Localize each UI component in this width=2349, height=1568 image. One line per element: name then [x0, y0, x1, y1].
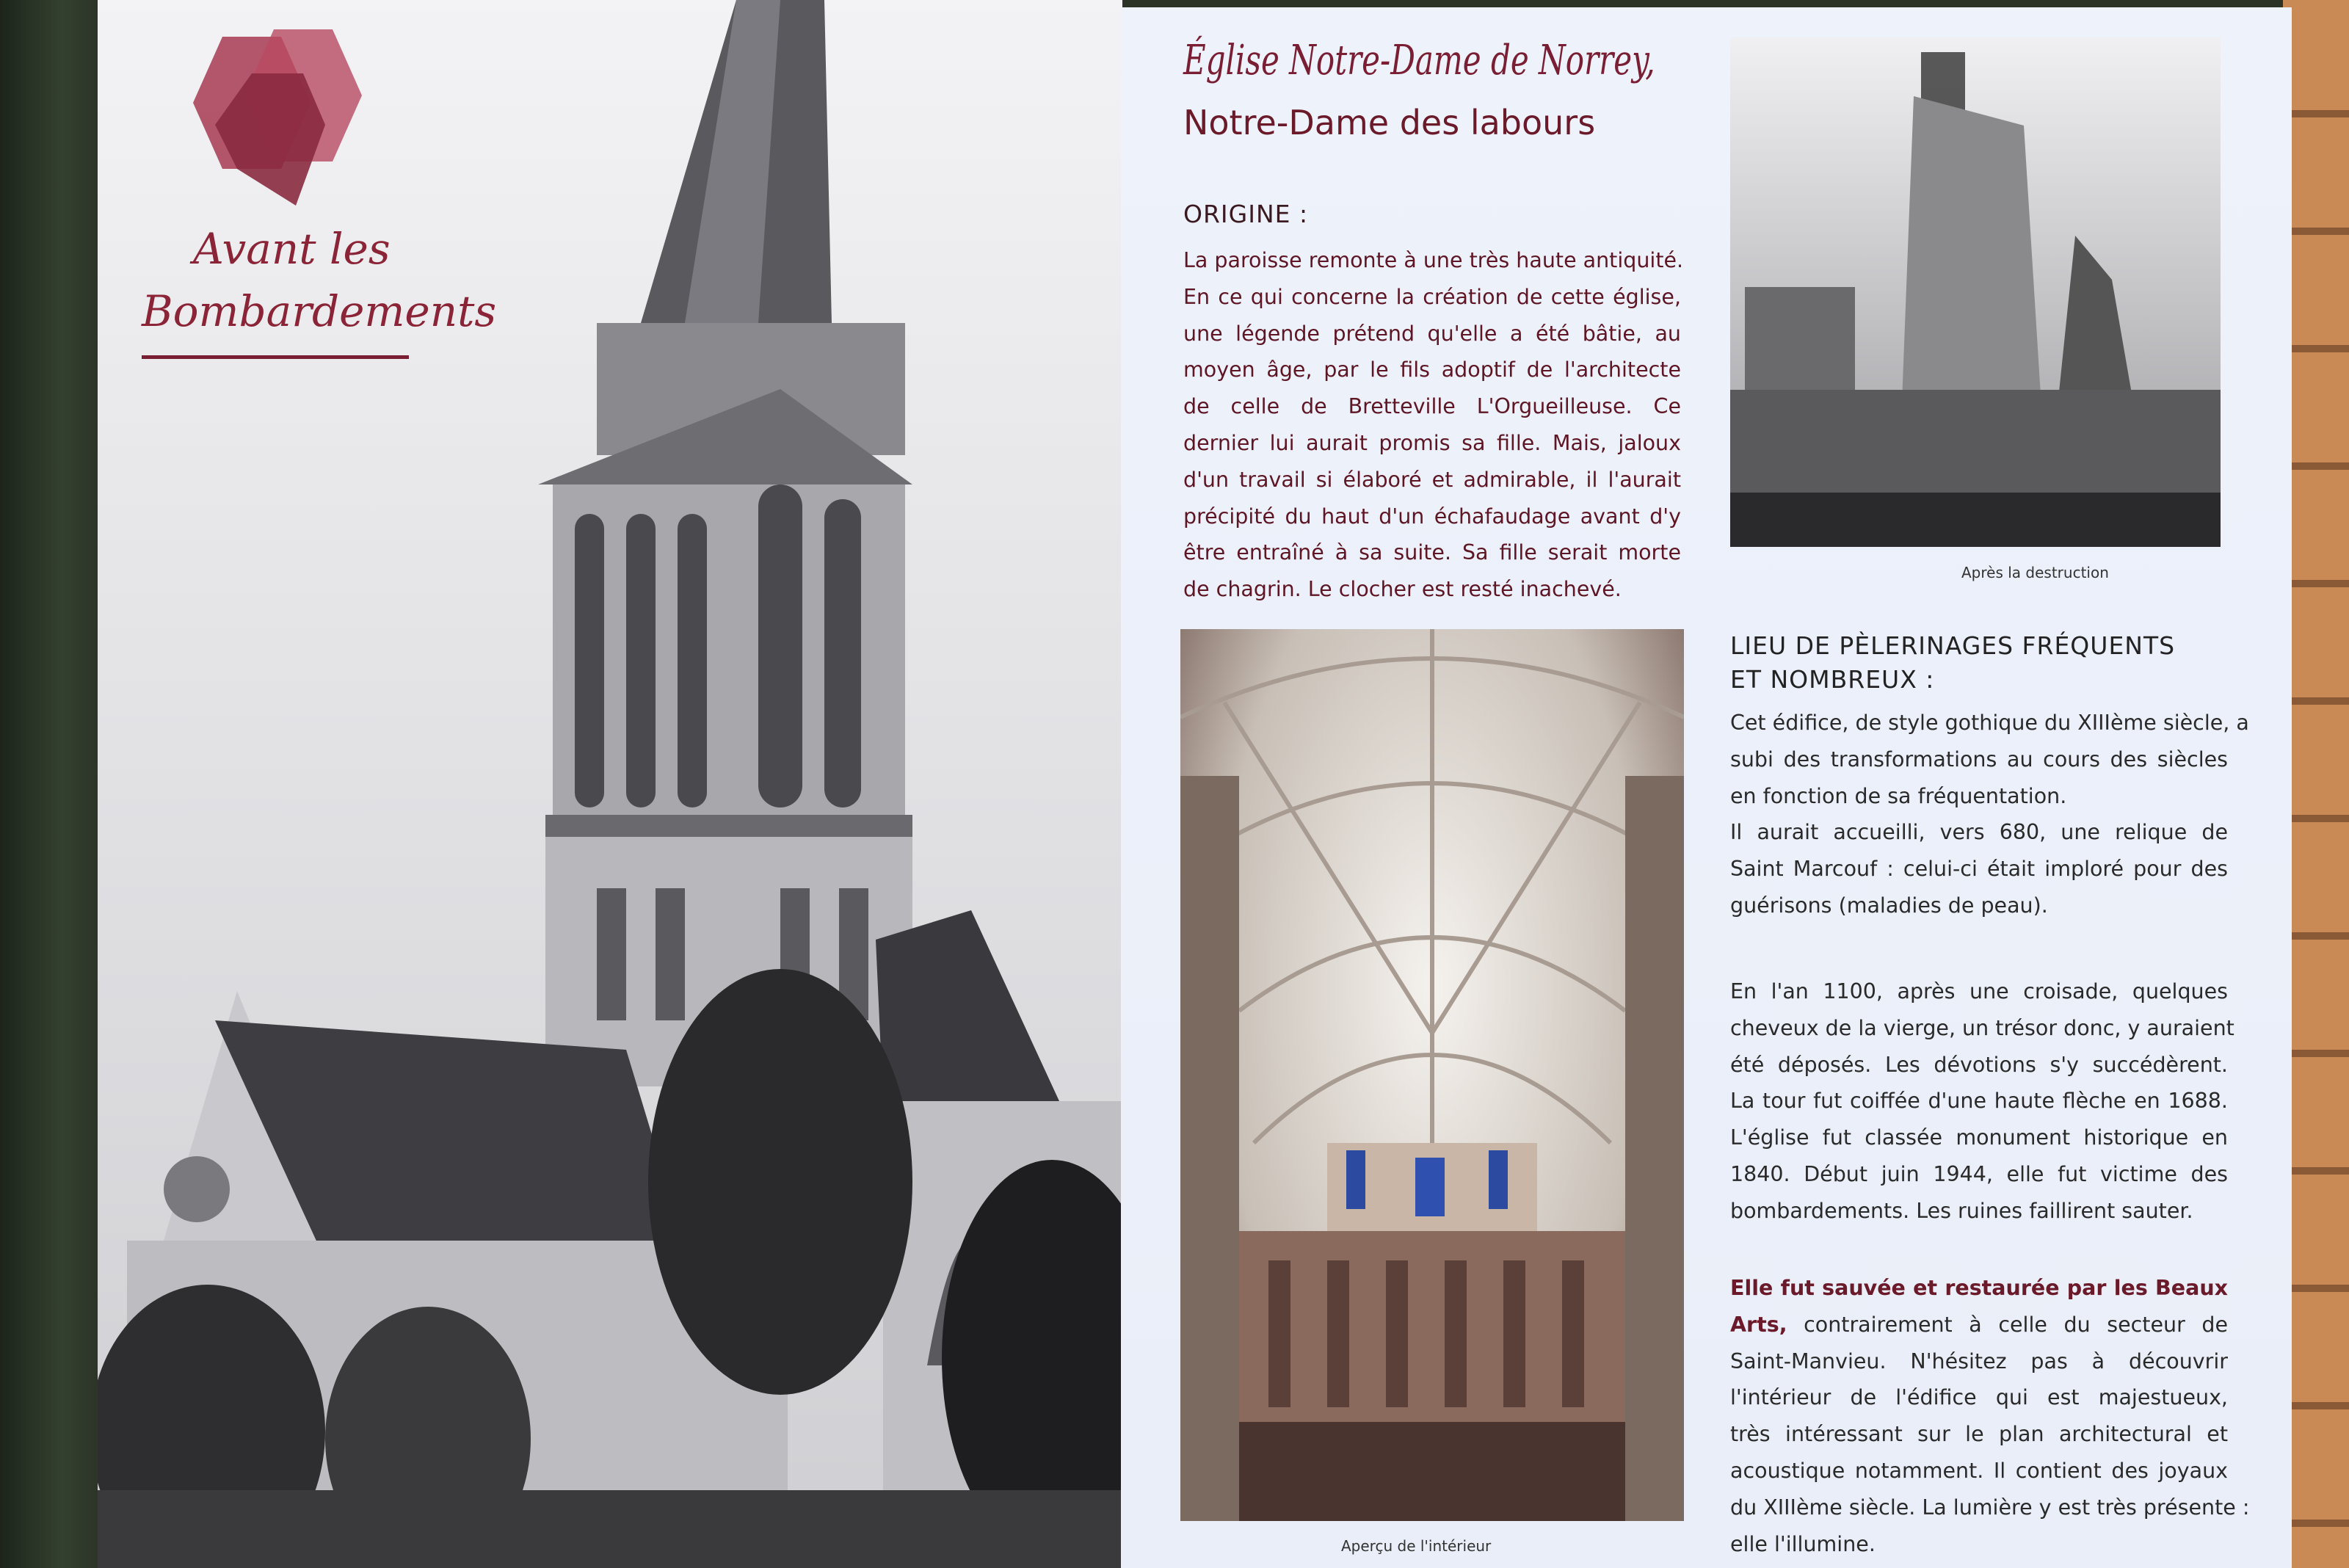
- text-line: de celle de Bretteville L'Orgueilleuse. Ce: [1183, 394, 1681, 419]
- text-line: Saint Marcouf : celui-ci était imploré pour des: [1730, 857, 2228, 882]
- text-line: moyen âge, par le fils adoptif de l'architecte: [1183, 357, 1681, 382]
- page-subtitle: Notre-Dame des labours: [1183, 103, 1596, 142]
- text-line: guérisons (maladies de peau).: [1730, 893, 2048, 918]
- photo-interior: [1180, 629, 1684, 1521]
- text-line: une légende prétend qu'elle a été bâtie, au: [1183, 321, 1681, 346]
- text-line: être entraîné à sa suite. Sa fille serait morte: [1183, 540, 1681, 565]
- text-line: en fonction de sa fréquentation.: [1730, 783, 2067, 808]
- text-span: contrairement à celle du secteur de: [1787, 1312, 2228, 1337]
- text-line: l'intérieur de l'édifice qui est majestueux,: [1730, 1385, 2228, 1410]
- text-line: acoustique notamment. Il contient des joyaux: [1730, 1458, 2228, 1483]
- text-line: La paroisse remonte à une très haute antiquité.: [1183, 248, 1684, 272]
- logo-text-line2: Bombardements: [142, 286, 497, 336]
- pilgrimage-heading-line2: ET NOMBREUX :: [1730, 665, 1935, 694]
- text-line: elle l'illumine.: [1730, 1531, 1876, 1556]
- logo-underline: [142, 355, 409, 359]
- brick-pavement: [2283, 0, 2349, 1568]
- text-line: Il aurait accueilli, vers 680, une relique de: [1730, 820, 2228, 845]
- page-title: Église Notre-Dame de Norrey,: [1183, 37, 1655, 84]
- pilgrimage-paragraph-1: [1730, 705, 2249, 924]
- text-line: de chagrin. Le clocher est resté inachevé.: [1183, 577, 1622, 602]
- pilgrimage-heading-line1: LIEU DE PÈLERINAGES FRÉQUENTS: [1730, 631, 2176, 660]
- text-line: [1730, 1307, 2228, 1343]
- text-line: Cet édifice, de style gothique du XIIIème siècle, a: [1730, 711, 2249, 735]
- text-line: bombardements. Les ruines faillirent sauter.: [1730, 1198, 2193, 1223]
- text-line: précipité du haut d'un échafaudage avant d'y: [1183, 504, 1681, 529]
- text-line: Saint-Manvieu. N'hésitez pas à découvrir: [1730, 1349, 2228, 1373]
- bold-text: Arts,: [1730, 1312, 1787, 1337]
- logo-text-line1: Avant les: [193, 224, 391, 274]
- text-line: dernier lui aurait promis sa fille. Mais, jaloux: [1183, 430, 1681, 455]
- text-line: du XIIIème siècle. La lumière y est très présente :: [1730, 1495, 2250, 1520]
- caption-interior: Aperçu de l'intérieur: [1341, 1537, 1492, 1555]
- text-line: subi des transformations au cours des siècles: [1730, 747, 2228, 772]
- pilgrimage-paragraph-2: [1730, 973, 2234, 1230]
- caption-destruction: Après la destruction: [1961, 564, 2109, 581]
- text-line: cheveux de la vierge, un trésor donc, y auraient: [1730, 1015, 2234, 1040]
- text-line: En l'an 1100, après une croisade, quelques: [1730, 979, 2228, 1003]
- grass-background: [0, 0, 103, 1568]
- photo-after-destruction: [1730, 37, 2221, 547]
- right-panel-text: [1121, 7, 2292, 1568]
- left-panel-historic-photo: [98, 0, 1122, 1568]
- bold-text-line: Elle fut sauvée et restaurée par les Beaux: [1730, 1276, 2228, 1300]
- text-line: été déposés. Les dévotions s'y succédèrent.: [1730, 1052, 2228, 1077]
- text-line: d'un travail si élaboré et admirable, il l'aurait: [1183, 467, 1681, 492]
- text-line: La tour fut coiffée d'une haute flèche en 1688.: [1730, 1089, 2228, 1114]
- origin-heading: ORIGINE :: [1183, 200, 1309, 228]
- hexagon-logo-icon: [164, 22, 406, 213]
- text-line: L'église fut classée monument historique en: [1730, 1125, 2228, 1150]
- text-line: très intéressant sur le plan architectural et: [1730, 1422, 2228, 1447]
- pilgrimage-paragraph-3: [1730, 1270, 2250, 1562]
- text-line: En ce qui concerne la création de cette église,: [1183, 284, 1681, 309]
- text-line: 1840. Début juin 1944, elle fut victime des: [1730, 1161, 2228, 1186]
- origin-paragraph: [1183, 242, 1684, 608]
